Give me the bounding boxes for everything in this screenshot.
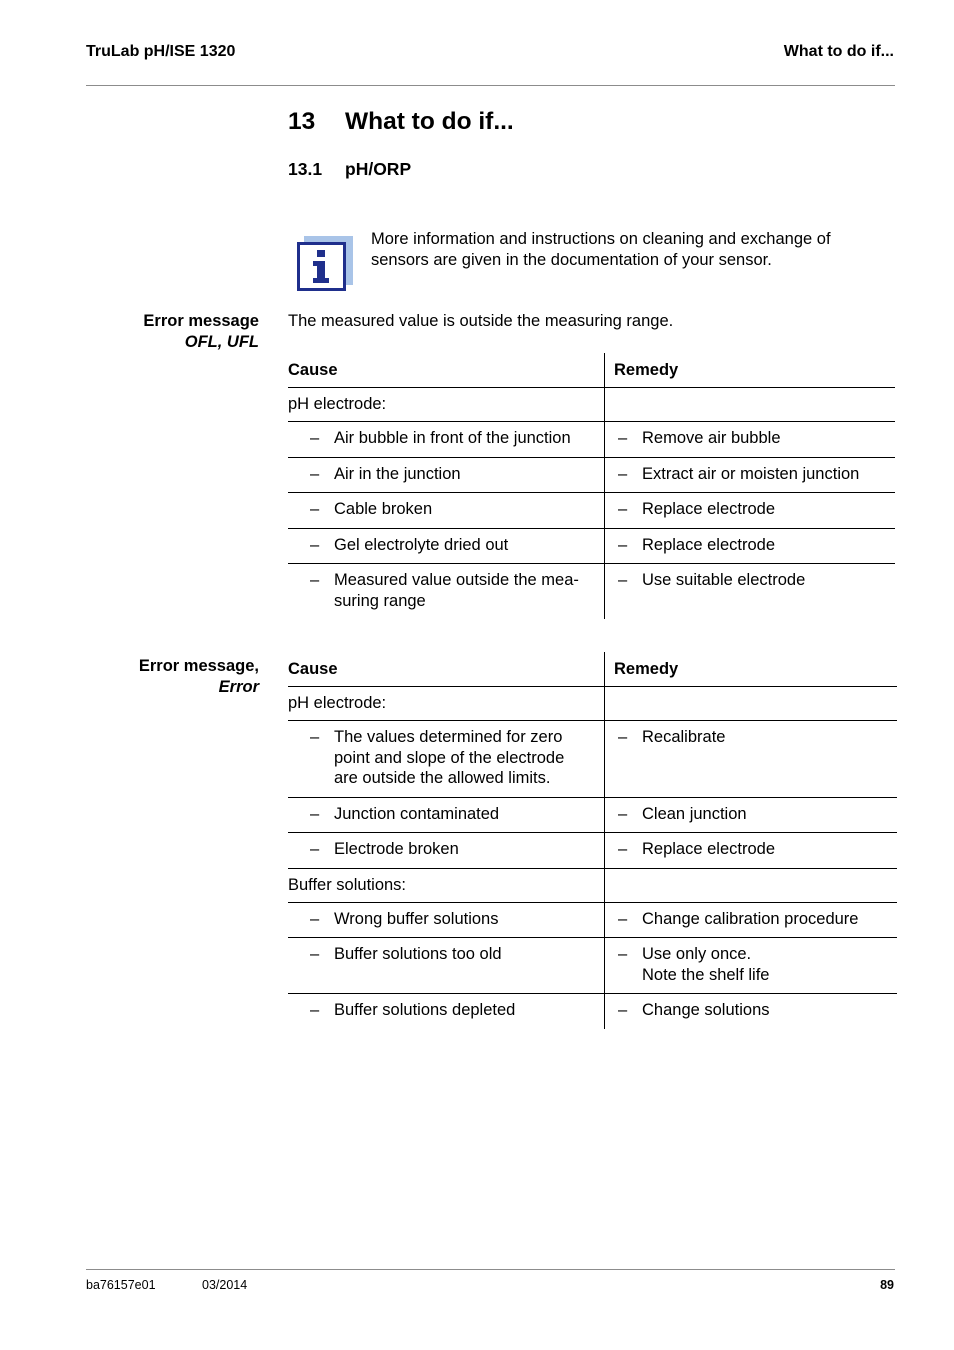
table-group-row	[288, 868, 897, 902]
section-heading	[288, 159, 411, 180]
cause-text-line: Measured value outside the mea-	[334, 571, 579, 589]
table-row	[288, 902, 897, 938]
remedy-text: Change solutions	[642, 1001, 770, 1019]
table-group-row	[288, 687, 897, 721]
remedy-cell: – Recalibrate	[605, 721, 898, 798]
error-message-label-error	[86, 656, 259, 697]
table-row	[288, 493, 895, 529]
cause-cell: – Junction contaminated	[288, 797, 605, 833]
footer-date: 03/2014	[202, 1278, 248, 1292]
side-value: OFL, UFL	[184, 332, 259, 351]
remedy-text: Clean junction	[642, 804, 747, 823]
cause-text: Air bubble in front of the junction	[334, 429, 571, 447]
cause-text-line: suring range	[334, 591, 426, 610]
cause-text: Wrong buffer solutions	[334, 909, 499, 928]
troubleshooting-table-ofl-ufl	[288, 353, 895, 619]
table-row	[288, 564, 895, 620]
group-label: pH electrode:	[288, 687, 605, 721]
header-cause: Cause	[288, 652, 605, 687]
troubleshooting-table-error	[288, 652, 897, 1029]
group-label: pH electrode:	[288, 388, 605, 422]
footer-doc-code: ba76157e01	[86, 1278, 156, 1292]
table-row	[288, 721, 897, 798]
remedy-text: Remove air bubble	[642, 429, 781, 447]
cause-text-line: are outside the allowed limits.	[334, 769, 551, 787]
table-row	[288, 994, 897, 1029]
cause-cell: – Gel electrolyte dried out	[288, 528, 605, 564]
side-value: Error	[218, 677, 259, 696]
cause-text: Cable broken	[334, 500, 433, 518]
header-remedy: Remedy	[605, 652, 898, 687]
info-note-line: sensors are given in the documentation of your sensor.	[371, 251, 772, 269]
footer-rule	[86, 1269, 895, 1270]
remedy-cell: – Remove air bubble	[605, 422, 896, 458]
table-header-row	[288, 652, 897, 687]
remedy-text: Replace electrode	[642, 535, 775, 554]
header-cause: Cause	[288, 353, 605, 388]
remedy-text: Change calibration procedure	[642, 909, 859, 928]
info-note-line: More information and instructions on cleaning and exchange of	[371, 230, 831, 248]
header-rule	[86, 85, 895, 86]
cause-text: Buffer solutions depleted	[334, 1001, 516, 1019]
side-label: Error message	[143, 312, 259, 330]
remedy-text-line: Note the shelf life	[642, 965, 770, 984]
cause-text-line: point and slope of the electrode	[334, 748, 565, 767]
remedy-text-line: Use only once.	[642, 945, 752, 963]
remedy-cell: – Extract air or moisten junction	[605, 457, 896, 493]
error-description: The measured value is outside the measuring range.	[288, 312, 674, 330]
cause-cell: – The values determined for zero point and slope of the electrode are outside the allowed limits.	[288, 721, 605, 798]
table-row	[288, 938, 897, 994]
chapter-title: What to do if...	[345, 108, 514, 135]
table-row	[288, 422, 895, 458]
cause-text: Junction contaminated	[334, 804, 500, 823]
cause-text: Buffer solutions too old	[334, 945, 502, 963]
cause-text: Air in the junction	[334, 464, 461, 483]
table-row	[288, 833, 897, 869]
remedy-text: Replace electrode	[642, 500, 775, 518]
remedy-text: Use suitable electrode	[642, 571, 806, 589]
remedy-text: Recalibrate	[642, 728, 726, 746]
remedy-cell: – Clean junction	[605, 797, 898, 833]
cause-cell: – Air in the junction	[288, 457, 605, 493]
table-group-row	[288, 388, 895, 422]
remedy-cell: – Replace electrode	[605, 833, 898, 869]
page-number: 89	[880, 1278, 894, 1292]
table-row	[288, 528, 895, 564]
cause-cell: – Air bubble in front of the junction	[288, 422, 605, 458]
table-row	[288, 797, 897, 833]
error-message-label-ofl-ufl	[86, 311, 259, 352]
header-remedy: Remedy	[605, 353, 896, 388]
cause-cell: – Wrong buffer solutions	[288, 902, 605, 938]
info-note	[371, 229, 891, 271]
cause-text-line: The values determined for zero	[334, 728, 563, 746]
table-header-row	[288, 353, 895, 388]
remedy-cell: – Use suitable electrode	[605, 564, 896, 620]
cause-text: Gel electrolyte dried out	[334, 535, 509, 554]
chapter-heading	[288, 108, 514, 136]
table-row	[288, 457, 895, 493]
running-header-product: TruLab pH/ISE 1320	[86, 43, 236, 60]
remedy-text: Replace electrode	[642, 840, 775, 858]
chapter-number: 13	[288, 108, 316, 135]
section-title: pH/ORP	[345, 159, 412, 179]
cause-cell: – Electrode broken	[288, 833, 605, 869]
remedy-text: Extract air or moisten junction	[642, 464, 860, 483]
cause-cell: – Buffer solutions too old	[288, 938, 605, 994]
remedy-cell: – Replace electrode	[605, 493, 896, 529]
cause-cell: – Buffer solutions depleted	[288, 994, 605, 1029]
remedy-cell: – Use only once. Note the shelf life	[605, 938, 898, 994]
remedy-cell: – Replace electrode	[605, 528, 896, 564]
cause-cell: – Cable broken	[288, 493, 605, 529]
remedy-cell: – Change calibration procedure	[605, 902, 898, 938]
section-number: 13.1	[288, 159, 323, 179]
running-header-chapter: What to do if...	[783, 43, 894, 60]
side-label: Error message,	[138, 657, 259, 675]
remedy-cell: – Change solutions	[605, 994, 898, 1029]
info-icon	[297, 236, 353, 292]
group-label: Buffer solutions:	[288, 868, 605, 902]
cause-text: Electrode broken	[334, 840, 459, 858]
cause-cell: – Measured value outside the mea- suring range	[310, 571, 579, 610]
